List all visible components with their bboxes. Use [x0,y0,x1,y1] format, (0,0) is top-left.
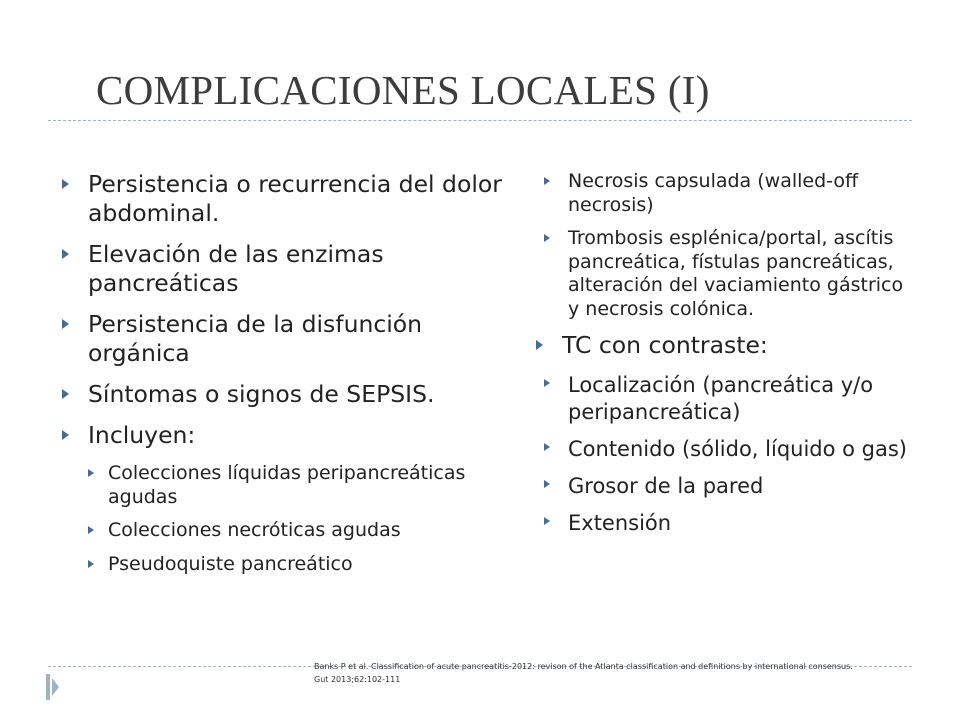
right-column [536,170,916,547]
bullet-text: Persistencia de la disfunción orgánica [88,310,423,367]
bullet-item [62,421,502,450]
triangle-bullet-icon [88,526,94,534]
bullet-item [536,331,916,360]
sub-bullet-item [536,170,916,217]
sub-bullet-item [536,510,916,537]
title-divider [48,120,912,121]
bullet-text: Colecciones necróticas agudas [108,519,401,541]
bullet-text: Colecciones líquidas peripancreáticas agudas [108,462,466,508]
citation-line: Banks P et al. Classification of acute pancreatitis-2012: revison of the Atlanta classification and definitions by international consensus. [314,662,853,671]
bullet-item [62,380,502,409]
triangle-bullet-icon [544,234,550,242]
sub-bullet-item [536,227,916,321]
bullet-text: Síntomas o signos de SEPSIS. [88,380,435,408]
citation [314,660,934,686]
citation-line: Gut 2013;62:102-111 [314,675,401,684]
triangle-bullet-icon [62,179,69,189]
triangle-bullet-icon [544,517,550,525]
triangle-bullet-icon [88,560,94,568]
triangle-bullet-icon [544,443,550,451]
triangle-bullet-icon [536,340,543,350]
sub-bullet-item [536,473,916,500]
bullet-text: Extensión [568,511,672,535]
bullet-item [62,310,502,368]
footer-bracket-icon [46,674,60,700]
triangle-bullet-icon [544,379,550,387]
left-column [62,170,502,586]
bullet-text: Pseudoquiste pancreático [108,552,353,575]
sub-bullet-item [536,372,916,426]
triangle-bullet-icon [544,177,550,185]
bullet-text: Incluyen: [88,421,196,449]
triangle-bullet-icon [62,249,69,259]
bullet-item [62,170,502,228]
sub-bullet-item [62,462,502,509]
triangle-bullet-icon [62,389,69,399]
bullet-text: Persistencia o recurrencia del dolor abdominal. [88,170,502,227]
bullet-text: Grosor de la pared [568,474,764,498]
bullet-text: Trombosis esplénica/portal, ascítis pancreática, fístulas pancreáticas, alteración del vaciamiento gástrico y necrosis colónica. [568,227,904,320]
slide-title: COMPLICACIONES LOCALES (I) [96,67,710,113]
bullet-item [62,240,502,298]
triangle-bullet-icon [88,469,94,477]
bullet-text: Localización (pancreática y/o peripancreática) [568,373,874,424]
triangle-bullet-icon [62,319,69,329]
sub-bullet-item [62,519,502,543]
sub-bullet-item [536,436,916,463]
triangle-bullet-icon [62,430,69,440]
bullet-text: Elevación de las enzimas pancreáticas [88,240,384,297]
bullet-text: Contenido (sólido, líquido o gas) [568,437,908,461]
sub-bullet-item [62,553,502,577]
triangle-bullet-icon [544,480,550,488]
bullet-text: TC con contraste: [562,331,768,359]
bullet-text: Necrosis capsulada (walled-off necrosis) [568,170,859,216]
